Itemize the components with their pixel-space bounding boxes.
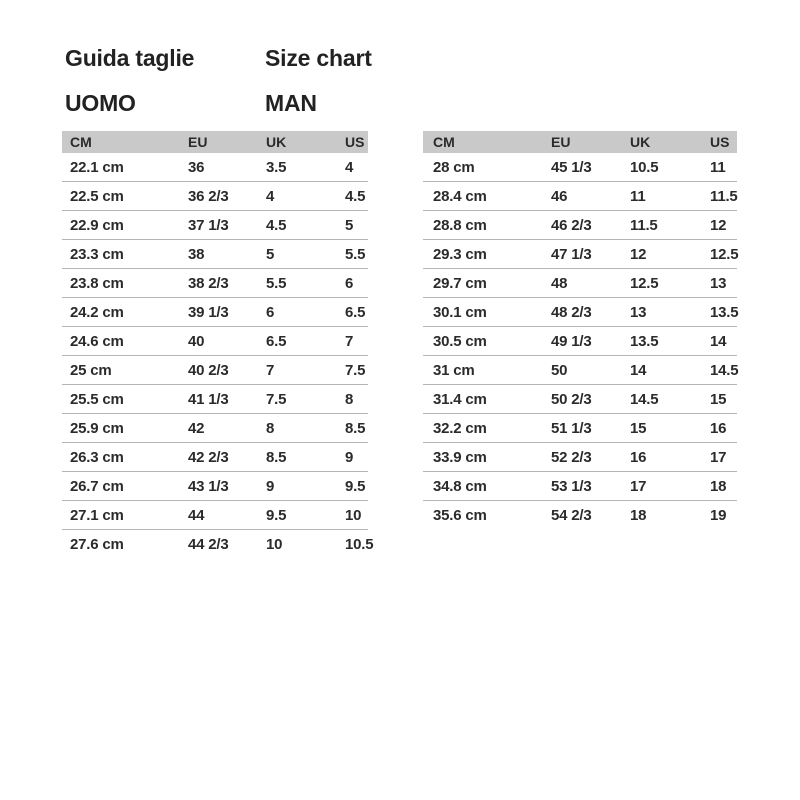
table-cell: 4 [345, 158, 354, 176]
table-cell: 50 2/3 [551, 390, 592, 408]
table-cell: 14 [630, 361, 647, 379]
table-row [62, 414, 368, 443]
table-cell: 9.5 [266, 506, 287, 524]
gender-label-english: MAN [265, 90, 317, 116]
table-cell: 10.5 [630, 158, 659, 176]
table-cell: 18 [710, 477, 727, 495]
table-row [423, 298, 737, 327]
table-cell: 8 [345, 390, 354, 408]
column-header-cm: CM [70, 134, 92, 150]
table-cell: 22.9 cm [70, 216, 124, 234]
table-row [62, 211, 368, 240]
table-cell: 5.5 [345, 245, 366, 263]
table-row [423, 240, 737, 269]
table-cell: 25 cm [70, 361, 112, 379]
table-cell: 16 [630, 448, 647, 466]
table-cell: 12.5 [710, 245, 739, 263]
table-cell: 46 2/3 [551, 216, 592, 234]
table-cell: 49 1/3 [551, 332, 592, 350]
table-cell: 6.5 [345, 303, 366, 321]
table-cell: 18 [630, 507, 647, 524]
table-cell: 13 [710, 274, 727, 292]
table-cell: 26.7 cm [70, 477, 124, 495]
table-row [62, 298, 368, 327]
table-cell: 52 2/3 [551, 448, 592, 466]
table-cell: 44 [188, 506, 205, 524]
table-row [423, 501, 737, 530]
table-cell: 43 1/3 [188, 477, 229, 495]
table-cell: 48 [551, 274, 568, 292]
table-cell: 26.3 cm [70, 448, 124, 466]
table-cell: 12.5 [630, 274, 659, 292]
table-cell: 27.1 cm [70, 506, 124, 524]
table-cell: 46 [551, 187, 568, 205]
table-row [62, 501, 368, 530]
table-cell: 13.5 [630, 332, 659, 350]
table-cell: 9 [345, 448, 354, 466]
table-cell: 25.9 cm [70, 419, 124, 437]
table-cell: 29.3 cm [433, 245, 487, 263]
table-cell: 39 1/3 [188, 303, 229, 321]
table-header-row [423, 131, 737, 153]
table-cell: 11 [630, 187, 646, 205]
table-cell: 40 [188, 332, 205, 350]
table-cell: 10 [345, 506, 362, 524]
table-cell: 4.5 [345, 187, 366, 205]
table-cell: 30.5 cm [433, 332, 487, 350]
table-cell: 42 2/3 [188, 448, 229, 466]
table-row [423, 443, 737, 472]
table-row [62, 269, 368, 298]
table-cell: 38 2/3 [188, 274, 229, 292]
table-cell: 12 [710, 216, 727, 234]
table-row [62, 240, 368, 269]
table-cell: 6 [345, 274, 354, 292]
table-row [62, 443, 368, 472]
table-cell: 4.5 [266, 216, 287, 234]
table-row [423, 269, 737, 298]
table-row [423, 153, 737, 182]
table-cell: 48 2/3 [551, 303, 592, 321]
table-cell: 44 2/3 [188, 536, 229, 553]
table-cell: 14 [710, 332, 727, 350]
table-cell: 19 [710, 507, 727, 524]
table-cell: 53 1/3 [551, 477, 592, 495]
table-row [62, 530, 374, 559]
table-row [62, 153, 368, 182]
table-cell: 8.5 [266, 448, 287, 466]
table-cell: 41 1/3 [188, 390, 229, 408]
table-row [423, 356, 737, 385]
table-cell: 38 [188, 245, 205, 263]
table-cell: 23.3 cm [70, 245, 124, 263]
table-cell: 8 [266, 419, 275, 437]
table-row [423, 472, 737, 501]
table-cell: 28.4 cm [433, 187, 487, 205]
table-cell: 47 1/3 [551, 245, 592, 263]
table-row [62, 356, 368, 385]
table-row [423, 327, 737, 356]
table-row [423, 414, 737, 443]
table-cell: 31.4 cm [433, 390, 487, 408]
size-table-right [423, 131, 737, 530]
table-cell: 28.8 cm [433, 216, 487, 234]
table-row [62, 472, 368, 501]
table-body [423, 153, 737, 530]
table-cell: 7.5 [266, 390, 287, 408]
table-cell: 11.5 [710, 187, 738, 205]
table-cell: 14.5 [710, 361, 739, 379]
table-cell: 17 [630, 477, 647, 495]
column-header-us: US [710, 134, 730, 150]
table-header-row [62, 131, 368, 153]
table-cell: 22.5 cm [70, 187, 124, 205]
table-cell: 16 [710, 419, 727, 437]
table-row [423, 211, 737, 240]
table-cell: 30.1 cm [433, 303, 487, 321]
table-cell: 15 [710, 390, 727, 408]
column-header-cm: CM [433, 134, 455, 150]
table-cell: 13 [630, 303, 647, 321]
table-cell: 31 cm [433, 361, 475, 379]
table-cell: 45 1/3 [551, 158, 592, 176]
table-cell: 24.2 cm [70, 303, 124, 321]
table-cell: 6 [266, 303, 275, 321]
size-guide-title-italian: Guida taglie [65, 45, 195, 71]
table-cell: 5 [266, 245, 275, 263]
table-cell: 50 [551, 361, 568, 379]
size-table-left [62, 131, 374, 559]
table-body [62, 153, 374, 559]
column-header-us: US [345, 134, 365, 150]
column-header-eu: EU [188, 134, 208, 150]
table-cell: 9 [266, 477, 275, 495]
table-cell: 10 [266, 536, 283, 553]
table-row [423, 182, 737, 211]
table-cell: 4 [266, 187, 275, 205]
table-cell: 54 2/3 [551, 507, 592, 524]
table-cell: 32.2 cm [433, 419, 487, 437]
table-cell: 36 2/3 [188, 187, 229, 205]
table-cell: 7 [266, 361, 275, 379]
table-cell: 11.5 [630, 216, 658, 234]
table-cell: 34.8 cm [433, 477, 487, 495]
table-cell: 29.7 cm [433, 274, 487, 292]
column-header-uk: UK [630, 134, 651, 150]
table-cell: 13.5 [710, 303, 739, 321]
table-cell: 28 cm [433, 158, 475, 176]
table-cell: 14.5 [630, 390, 659, 408]
table-cell: 40 2/3 [188, 361, 229, 379]
table-cell: 51 1/3 [551, 419, 592, 437]
table-cell: 24.6 cm [70, 332, 124, 350]
gender-label-italian: UOMO [65, 90, 136, 116]
table-cell: 3.5 [266, 158, 287, 176]
table-cell: 25.5 cm [70, 390, 124, 408]
table-cell: 7.5 [345, 361, 366, 379]
table-cell: 9.5 [345, 477, 366, 495]
size-guide-title-english: Size chart [265, 45, 372, 71]
column-header-eu: EU [551, 134, 571, 150]
table-cell: 11 [710, 158, 726, 176]
column-header-uk: UK [266, 134, 287, 150]
table-row [62, 182, 368, 211]
table-row [423, 385, 737, 414]
table-cell: 42 [188, 419, 205, 437]
table-cell: 27.6 cm [70, 536, 124, 553]
table-cell: 36 [188, 158, 205, 176]
table-cell: 17 [710, 448, 727, 466]
table-cell: 35.6 cm [433, 507, 487, 524]
table-cell: 22.1 cm [70, 158, 124, 176]
table-cell: 8.5 [345, 419, 366, 437]
table-cell: 6.5 [266, 332, 287, 350]
table-cell: 5.5 [266, 274, 287, 292]
table-cell: 5 [345, 216, 354, 234]
table-cell: 10.5 [345, 536, 374, 553]
table-cell: 37 1/3 [188, 216, 229, 234]
table-cell: 12 [630, 245, 647, 263]
table-cell: 23.8 cm [70, 274, 124, 292]
table-cell: 7 [345, 332, 354, 350]
table-cell: 33.9 cm [433, 448, 487, 466]
table-row [62, 327, 368, 356]
table-cell: 15 [630, 419, 647, 437]
table-row [62, 385, 368, 414]
